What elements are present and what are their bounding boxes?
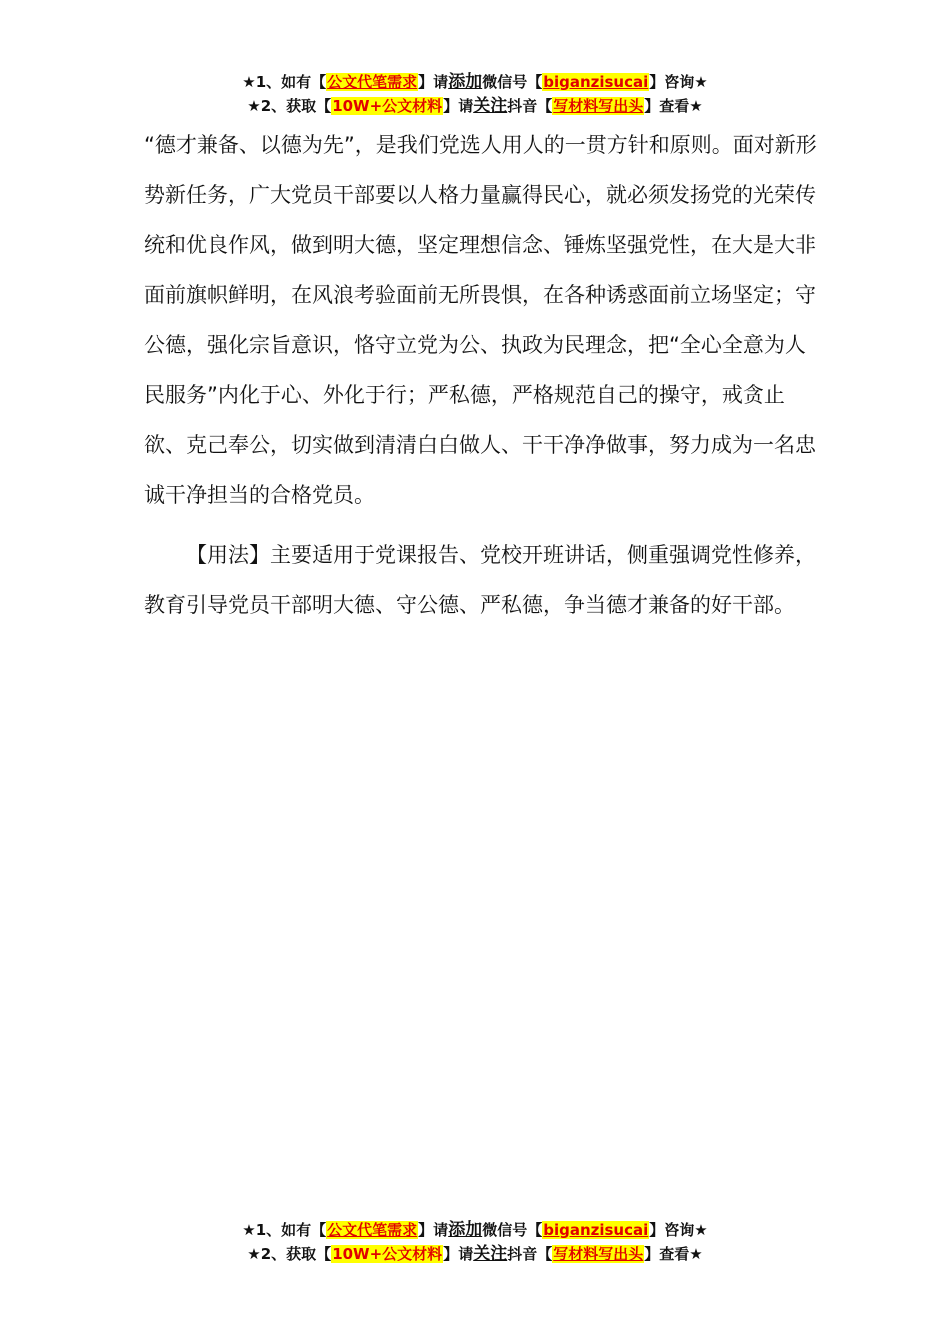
header-banner	[0, 70, 950, 118]
highlight-text: biganzisucai	[543, 73, 649, 91]
highlight-text: biganzisucai	[543, 1221, 649, 1239]
banner-text: 抖音【	[507, 97, 553, 115]
banner-line-1	[0, 1218, 950, 1242]
emphasis-text: 关注	[473, 96, 508, 116]
banner-text: 】咨询★	[649, 1221, 708, 1239]
banner-text: 抖音【	[507, 1245, 553, 1263]
banner-line-2	[0, 94, 950, 118]
footer-banner	[0, 1218, 950, 1266]
banner-text: ★1、如有【	[242, 73, 327, 91]
emphasis-text: 添加	[448, 72, 483, 92]
highlight-text: 公文代笔需求	[327, 73, 418, 91]
banner-text: ★1、如有【	[242, 1221, 327, 1239]
paragraph-usage: 【用法】主要适用于党课报告、党校开班讲话，侧重强调党性修养，教育引导党员干部明大德、守公德、严私德，争当德才兼备的好干部。	[144, 543, 816, 617]
highlight-text: 写材料写出头	[553, 97, 644, 115]
highlight-text: 写材料写出头	[553, 1245, 644, 1263]
emphasis-text: 添加	[448, 1220, 483, 1240]
banner-text: 】咨询★	[649, 73, 708, 91]
banner-text: 】查看★	[644, 97, 703, 115]
banner-text: 微信号【	[482, 1221, 543, 1239]
emphasis-text: 关注	[473, 1244, 508, 1264]
banner-text: ★2、获取【	[247, 97, 332, 115]
highlight-text: 10W+公文材料	[332, 1245, 443, 1263]
banner-line-2	[0, 1242, 950, 1266]
paragraph-main: “德才兼备、以德为先”，是我们党选人用人的一贯方针和原则。面对新形势新任务，广大党员干部要以人格力量赢得民心，就必须发扬党的光荣传统和优良作风，做到明大德，坚定理想信念、锤炼坚强党性，在大是大非面前旗帜鲜明，在风浪考验面前无所畏惧，在各种诱惑面前立场坚定；守公德，强化宗旨意识，恪守立党为公、执政为民理念，把“全心全意为人民服务”内化于心、外化于行；严私德，严格规范自己的操守，戒贪止欲、克己奉公，切实做到清清白白做人、干干净净做事，努力成为一名忠诚干净担当的合格党员。	[144, 133, 817, 507]
highlight-text: 公文代笔需求	[327, 1221, 418, 1239]
highlight-text: 10W+公文材料	[332, 97, 443, 115]
banner-text: 】查看★	[644, 1245, 703, 1263]
banner-text: 】请	[443, 1245, 474, 1263]
banner-text: ★2、获取【	[247, 1245, 332, 1263]
banner-line-1	[0, 70, 950, 94]
banner-text: 】请	[443, 97, 474, 115]
banner-text: 】请	[418, 1221, 449, 1239]
banner-text: 微信号【	[482, 73, 543, 91]
banner-text: 】请	[418, 73, 449, 91]
document-body	[144, 120, 824, 630]
